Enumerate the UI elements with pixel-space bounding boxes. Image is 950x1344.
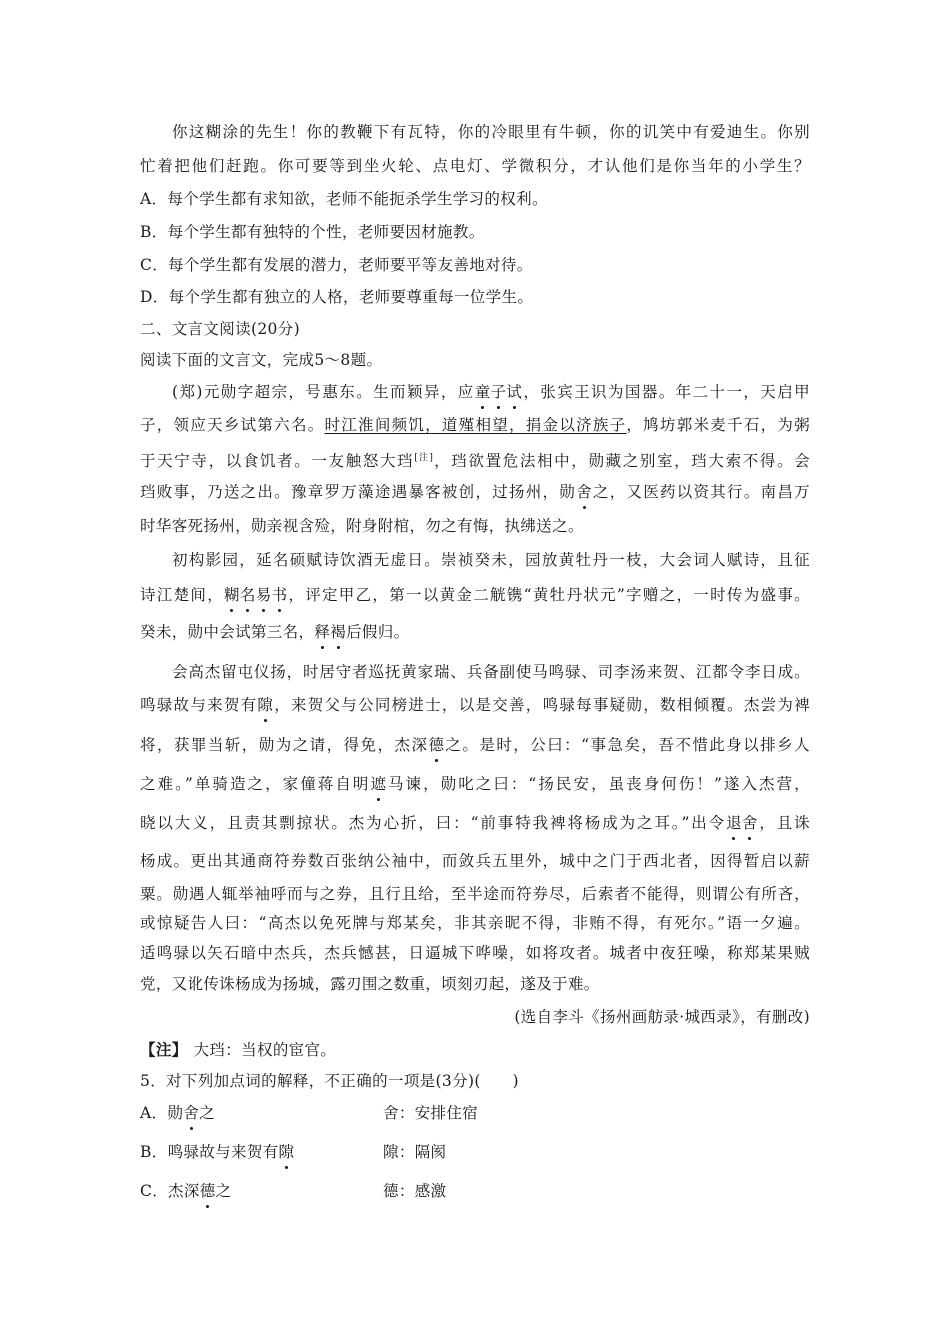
classical-line: 之难。”单骑造之，家僮蒋自明遮马谏，勋叱之曰：“扬民安，虽丧身何伤！”遂入杰营， xyxy=(140,775,810,793)
emphasis-dot-char: 舍 xyxy=(576,483,592,501)
classical-line: 癸未，勋中会试第三名，释褐后假归。 xyxy=(140,623,410,641)
classical-line: 鸣𫘧故与来贺有隙，来贺父与公同榜进士，以是交善，鸣𫘧每事疑勋，数相倾覆。杰尝为裨 xyxy=(140,696,811,714)
q5-option-a: A．勋舍之 xyxy=(140,1104,215,1122)
classical-line: 于天宁寺，以食饥者。一友触怒大珰[注]，珰欲置危法相中，勋藏之别室，珰大索不得。会 xyxy=(140,452,810,470)
emphasis-dot-char: 名 xyxy=(239,586,256,604)
classical-line: 党，又讹传诛杨成为扬城，露刃围之数重，顷刻刃起，遂及于难。 xyxy=(140,975,600,993)
classical-line: 会高杰留屯仪扬，时居守者巡抚黄家瑞、兵备副使马鸣𫘧、司李汤来贺、江都令李日成。 xyxy=(172,663,810,681)
emphasis-dot-char: 舍 xyxy=(741,814,758,832)
q4-option-c: C．每个学生都有发展的潜力，老师要平等友善地对待。 xyxy=(140,256,533,274)
q5-option-c-gloss: 德：感激 xyxy=(383,1182,447,1200)
q5-option-c: C．杰深德之 xyxy=(140,1182,232,1200)
classical-line: 诗江楚间，糊名易书，评定甲乙，第一以黄金二觥镌“黄牡丹状元”字赠之，一时传为盛事。 xyxy=(140,586,810,604)
emphasis-dot-char: 德 xyxy=(199,1182,216,1200)
emphasis-dot-char: 退 xyxy=(726,814,742,832)
passage-line: 忙着把他们赶跑。你可要等到坐火轮、点电灯、学微积分，才认他们是你当年的小学生？ xyxy=(140,157,810,175)
emphasis-dot-char: 褐 xyxy=(330,623,347,641)
q5-stem: 5．对下列加点词的解释，不正确的一项是(3分)( ) xyxy=(140,1072,519,1090)
q4-option-a: A．每个学生都有求知欲，老师不能扼杀学生学习的权利。 xyxy=(140,190,548,208)
emphasis-dot-char: 试 xyxy=(506,383,523,401)
classical-line: (郑)元勋字超宗，号惠东。生而颖异，应童子试，张宾王识为国器。年二十一，天启甲 xyxy=(172,383,811,401)
emphasis-dot-char: 子 xyxy=(490,383,507,401)
q4-option-d: D．每个学生都有独立的人格，老师要尊重每一位学生。 xyxy=(140,288,534,306)
classical-line: 初构影园，延名硕赋诗饮酒无虚日。崇祯癸未，园放黄牡丹一枝，大会词人赋诗，且征 xyxy=(172,551,810,569)
classical-line: 粟。勋遇人辄举袖呼而与之券，且行且给，至半途而符券尽，后索者不能得，则谓公有所吝， xyxy=(140,885,810,903)
classical-line: 杨成。更出其通商符券数百张纳公袖中，而敛兵五里外，城中之门于西北者，因得暂启以薪 xyxy=(140,852,810,870)
q4-option-b: B．每个学生都有独特的个性，老师要因材施教。 xyxy=(140,223,485,241)
emphasis-dot-char: 童 xyxy=(474,383,491,401)
emphasis-dot-char: 隙 xyxy=(278,1143,295,1161)
q5-option-b-gloss: 隙：隔阂 xyxy=(383,1143,447,1161)
emphasis-dot-char: 遮 xyxy=(370,775,387,793)
footnote-text: 大珰：当权的宦官。 xyxy=(193,1041,337,1059)
section-heading: 二、文言文阅读(20分) xyxy=(140,320,301,338)
emphasis-dot-char: 书 xyxy=(271,586,288,604)
footnote-marker: [注] xyxy=(414,453,433,463)
classical-line: 适鸣𫘧以矢石暗中杰兵，杰兵憾甚，日逼城下哗噪，如将攻者。城者中夜狂噪，称郑某果贼 xyxy=(140,944,810,962)
q5-option-a-gloss: 舍：安排住宿 xyxy=(383,1104,479,1122)
classical-line: 将，获罪当斩，勋为之请，得免，杰深德之。是时，公曰：“事急矣，吾不惜此身以排乡人 xyxy=(140,736,810,754)
underlined-sentence: 时江淮间频饥，道殣相望，捐金以济族子 xyxy=(324,416,627,434)
passage-line: 你这糊涂的先生！你的教鞭下有瓦特，你的冷眼里有牛顿，你的讥笑中有爱迪生。你别 xyxy=(172,123,810,141)
classical-line: 时华客死扬州，勋亲视含殓，附身附棺，勿之有悔，执绋送之。 xyxy=(140,517,584,535)
classical-line: 子，领应天乡试第六名。时江淮间频饥，道殣相望，捐金以济族子，鸠坊郭米麦千石，为粥 xyxy=(140,416,810,434)
emphasis-dot-char: 释 xyxy=(314,623,331,641)
emphasis-dot-char: 舍 xyxy=(183,1104,200,1122)
footnote xyxy=(140,1039,810,1061)
q5-option-b: B．鸣𫘧故与来贺有隙 xyxy=(140,1143,295,1161)
classical-line: 或惊疑告人曰：“高杰以免死牌与郑某矣，非其亲昵不得，非贿不得，有死尔。”语一夕遍。 xyxy=(140,914,810,932)
emphasis-dot-char: 易 xyxy=(255,586,272,604)
emphasis-dot-char: 德 xyxy=(428,736,445,754)
emphasis-dot-char: 隙 xyxy=(257,696,274,714)
emphasis-dot-char: 糊 xyxy=(224,586,240,604)
section-instruction: 阅读下面的文言文，完成5～8题。 xyxy=(140,351,383,369)
source-citation: (选自李斗《扬州画舫录·城西录》，有删改) xyxy=(514,1008,810,1026)
classical-line: 晓以大义，且责其剽掠状。杰为心折，曰：“前事特我裨将杨成为之耳。”出令退舍，且诛 xyxy=(140,814,810,832)
footnote-label: 【注】 xyxy=(140,1040,188,1059)
classical-line: 珰败事，乃送之出。豫章罗万藻途遇暴客被创，过扬州，勋舍之，又医药以资其行。南昌万 xyxy=(140,483,810,501)
